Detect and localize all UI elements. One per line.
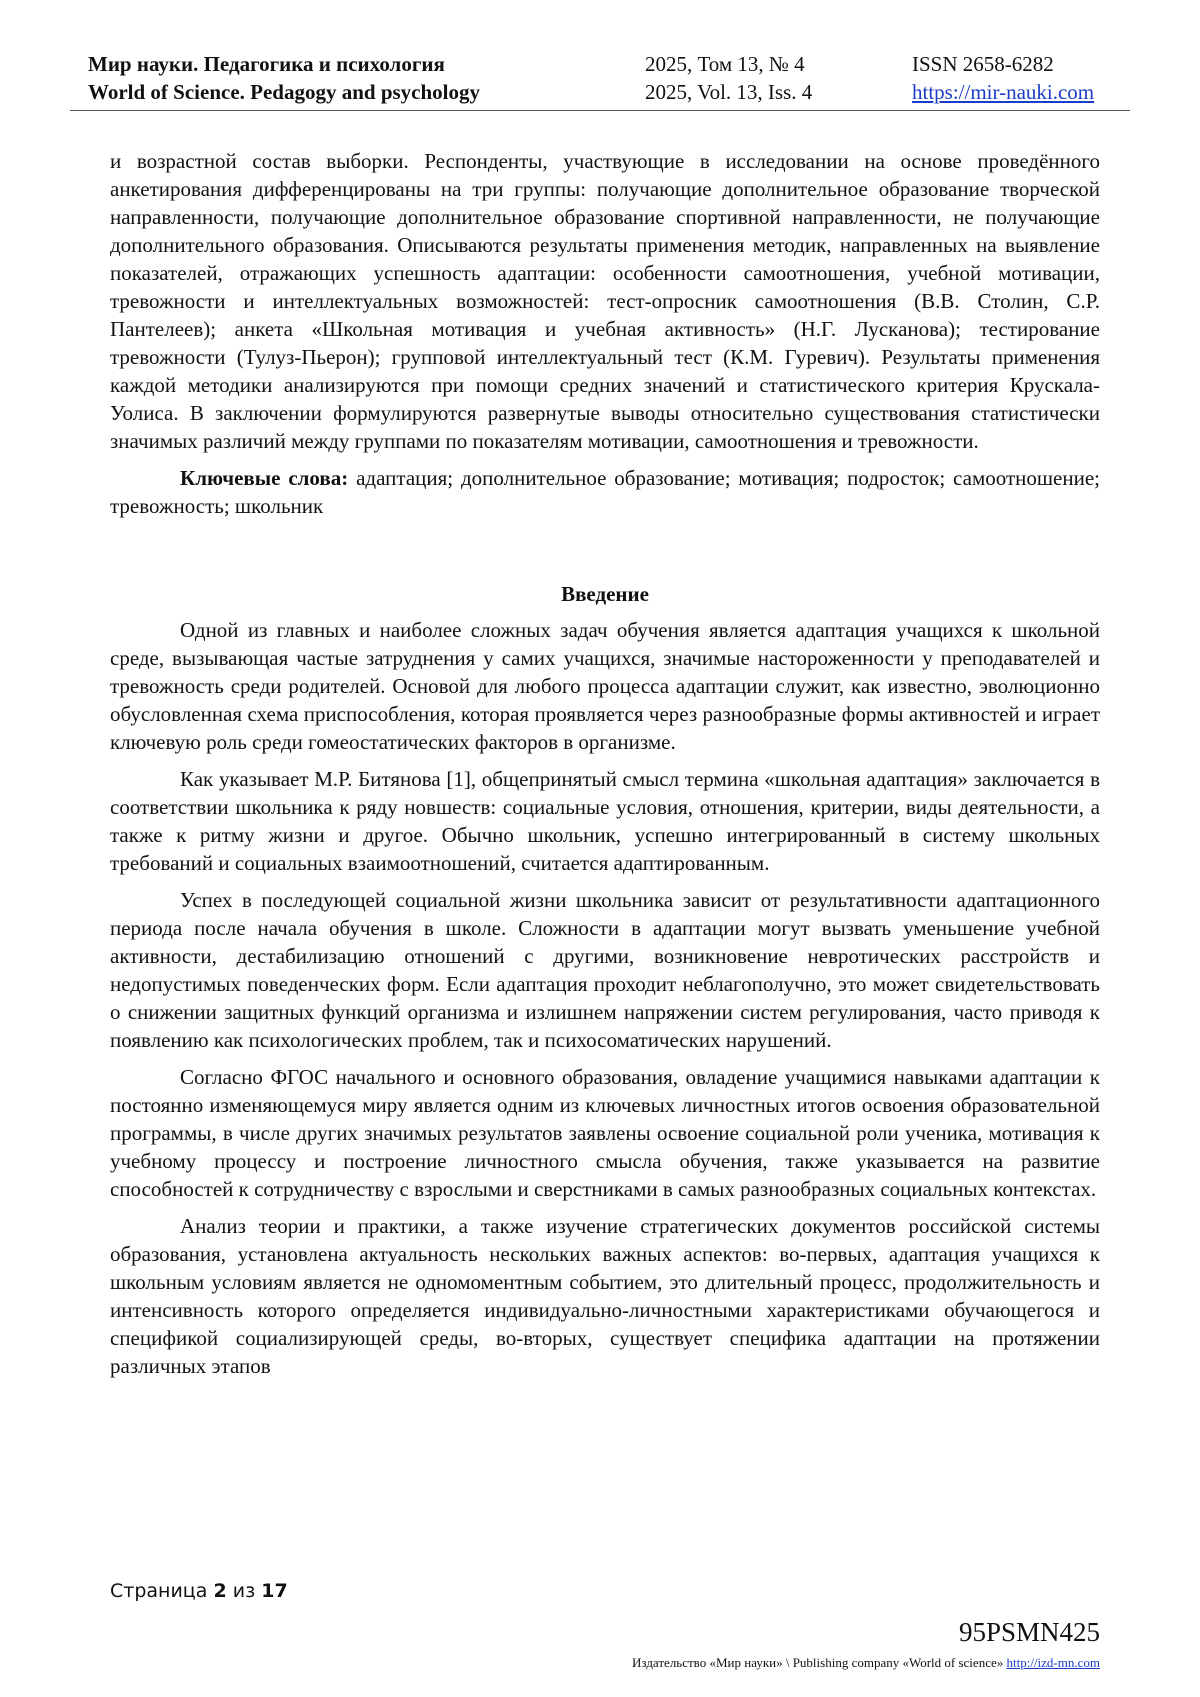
page-word: Страница xyxy=(110,1580,208,1602)
article-body xyxy=(110,147,1100,1389)
page-of: из xyxy=(232,1580,256,1602)
journal-title xyxy=(88,50,480,106)
page-current: 2 xyxy=(213,1580,227,1602)
page-total: 17 xyxy=(261,1580,288,1602)
abstract-continuation: и возрастной состав выборки. Респонденты, участвующие в исследовании на основе проведённого анкетирования дифференцированы на три группы: получающие дополнительное образование творческой направленности, получающие дополнительное образование спортивной направленности, не получающие дополнительного образования. Описываются результаты применения методик, направленных на выявление показателей, отражающих успешность адаптации: особенности самоотношения, учебной мотивации, тревожности и интеллектуальных возможностей: тест-опросник самоотношения (В.В. Столин, С.Р. Пантелеев); анкета «Школьная мотивация и учебная активность» (Н.Г. Лусканова); тестирование тревожности (Тулуз-Пьерон); групповой интеллектуальный тест (К.М. Гуревич). Результаты применения каждой методики анализируются при помощи средних значений и статистического критерия Крускала-Уолиса. В заключении формулируются развернутые выводы относительно существования статистически значимых различий между группами по показателям мотивации, самоотношения и тревожности. xyxy=(110,149,1100,453)
issue-info xyxy=(645,50,812,106)
paragraph: Успех в последующей социальной жизни школьника зависит от результативности адаптационного периода после начала обучения в школе. Сложности в адаптации могут вызвать уменьшение учебной активности, дестабилизацию отношений с другими, возникновение невротических расстройств и недопустимых поведенческих форм. Если адаптация проходит неблагополучно, это может свидетельствовать о снижении защитных функций организма и излишнем напряжении систем регулирования, часто приводя к появлению как психологических проблем, так и психосоматических нарушений. xyxy=(110,888,1100,1052)
paragraph: Одной из главных и наиболее сложных задач обучения является адаптация учащихся к школьной среде, вызывающая частые затруднения у самих учащихся, значимые настороженности у преподавателей и тревожность среди родителей. Основой для любого процесса адаптации служит, как известно, эволюционно обусловленная схема приспособления, которая проявляется через разнообразные формы активностей и играет ключевую роль среди гомеостатических факторов в организме. xyxy=(110,618,1100,754)
journal-title-en: World of Science. Pedagogy and psychology xyxy=(88,80,481,104)
paragraph: Согласно ФГОС начального и основного образования, овладение учащимися навыками адаптации к постоянно изменяющемуся миру является одним из ключевых личностных итогов освоения образовательной программы, в числе других значимых результатов заявлены освоение социальной роли ученика, мотивация к учебному процессу и построение личностного смысла обучения, также указывается на развитие способностей к сотрудничеству с взрослыми и сверстниками в самых разнообразных социальных контекстах. xyxy=(110,1065,1100,1201)
keywords-label: Ключевые слова: xyxy=(180,466,349,490)
issue-en: 2025, Vol. 13, Iss. 4 xyxy=(645,80,813,104)
publisher-link[interactable]: http://izd-mn.com xyxy=(1006,1655,1100,1670)
header-rule xyxy=(70,110,1130,111)
publisher-text: Издательство «Мир науки» \ Publishing company «World of science» xyxy=(632,1655,1004,1670)
page-number xyxy=(110,1580,288,1602)
keywords xyxy=(110,464,1100,520)
article-code: 95PSMN425 xyxy=(958,1617,1100,1647)
paragraph: Анализ теории и практики, а также изучение стратегических документов российской системы образования, установлена актуальность нескольких важных аспектов: во-первых, адаптация учащихся к школьным условиям является не одномоментным событием, это длительный процесс, продолжительность и интенсивность которого определяется индивидуально-личностными характеристиками обучающегося и спецификой социализирующей среды, во-вторых, существует специфика адаптации на протяжении различных этапов xyxy=(110,1214,1100,1378)
keywords-text: адаптация; дополнительное образование; мотивация; подросток; самоотношение; тревожность; школьник xyxy=(110,466,1100,518)
issn: ISSN 2658-6282 xyxy=(912,52,1054,76)
paragraph: Как указывает М.Р. Битянова [1], общепринятый смысл термина «школьная адаптация» заключается в соответствии школьника к ряду новшеств: социальные условия, отношения, критерии, виды деятельности, а также к ритму жизни и другое. Обычно школьник, успешно интегрированный в систему школьных требований и социальных взаимоотношений, считается адаптированным. xyxy=(110,767,1100,875)
journal-title-ru: Мир науки. Педагогика и психология xyxy=(88,52,445,76)
issue-ru: 2025, Том 13, № 4 xyxy=(645,52,805,76)
issn-block xyxy=(912,50,1094,106)
publisher-line xyxy=(632,1655,1100,1671)
running-header xyxy=(70,50,1130,112)
journal-url-link[interactable]: https://mir-nauki.com xyxy=(912,80,1095,104)
section-title: Введение xyxy=(561,582,649,606)
